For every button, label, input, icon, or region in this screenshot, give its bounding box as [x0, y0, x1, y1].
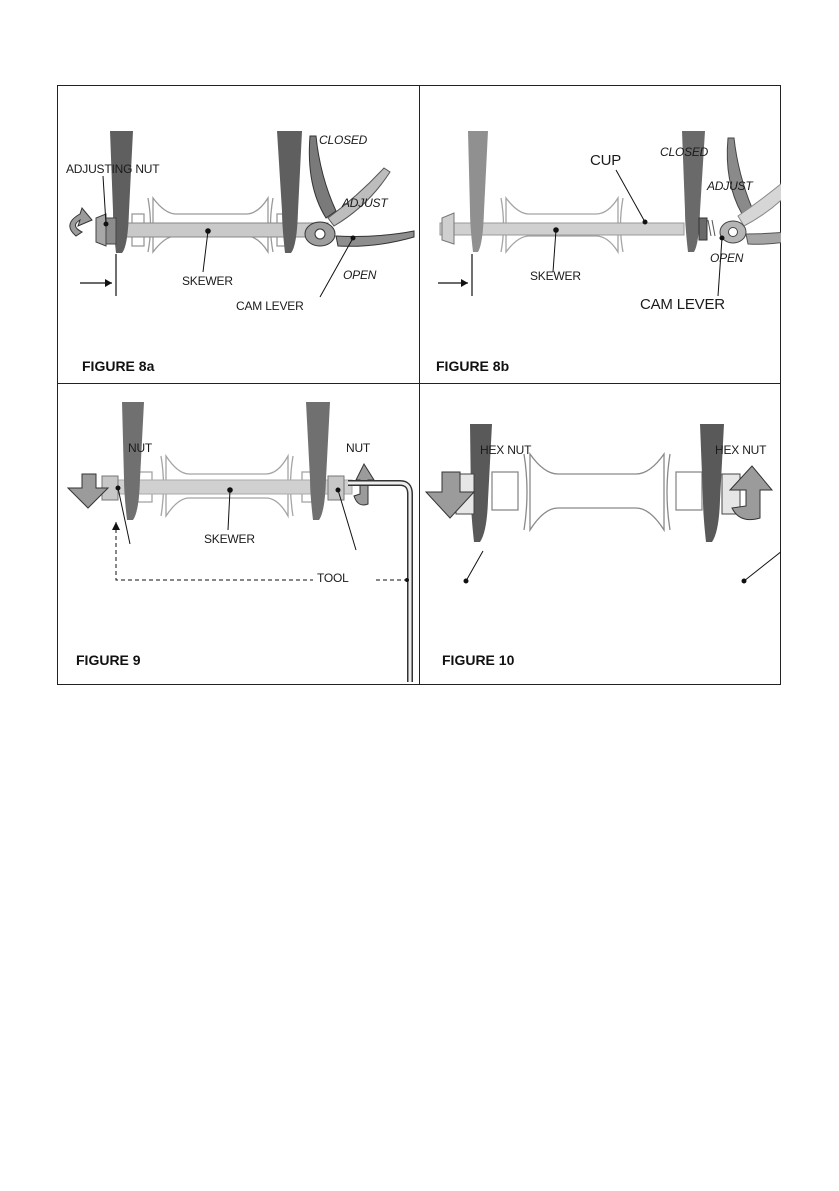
- figure-9-panel: [58, 384, 419, 682]
- label-adjusting-nut: ADJUSTING NUT: [66, 162, 160, 176]
- label-cam-lever: CAM LEVER: [640, 296, 725, 313]
- label-nut-right: NUT: [346, 441, 371, 455]
- figure-10-caption: FIGURE 10: [442, 652, 515, 668]
- hex-key-tool: [348, 483, 410, 682]
- label-adjust: ADJUST: [342, 196, 388, 210]
- label-skewer: SKEWER: [204, 532, 255, 546]
- cup: [699, 218, 707, 240]
- label-adjust: ADJUST: [707, 179, 753, 193]
- label-cam-lever: CAM LEVER: [236, 299, 304, 313]
- label-hex-nut-right: HEX NUT: [715, 443, 767, 457]
- right-fork-dropout: [700, 424, 724, 542]
- label-open: OPEN: [343, 268, 377, 282]
- label-skewer: SKEWER: [182, 274, 233, 288]
- label-hex-nut-left: HEX NUT: [480, 443, 532, 457]
- cam-lever-open: [336, 231, 414, 246]
- figure-8a-caption: FIGURE 8a: [82, 358, 155, 374]
- figure-8b-drawing: [420, 86, 781, 384]
- label-nut-left: NUT: [128, 441, 153, 455]
- label-cup: CUP: [590, 152, 622, 169]
- label-closed: CLOSED: [319, 133, 368, 147]
- label-tool: TOOL: [317, 571, 349, 585]
- figure-8b-caption: FIGURE 8b: [436, 358, 510, 374]
- figure-10-drawing: [420, 384, 781, 682]
- figure-8b-panel: [420, 86, 781, 384]
- cam-lever-closed: [309, 136, 336, 218]
- cam-lever-closed: [727, 138, 752, 214]
- figure-grid: [57, 85, 781, 685]
- label-closed: CLOSED: [660, 145, 709, 159]
- figure-10-panel: [420, 384, 781, 682]
- hub: [492, 454, 702, 530]
- adjusting-nut: [96, 214, 106, 246]
- adjusting-nut: [442, 213, 454, 244]
- label-skewer: SKEWER: [530, 269, 581, 283]
- rotation-arrow-icon: [70, 208, 92, 236]
- figure-8a-drawing: [58, 86, 419, 384]
- figure-9-caption: FIGURE 9: [76, 652, 141, 668]
- nut-right: [328, 476, 344, 500]
- cam-lever-open: [746, 228, 781, 244]
- figure-8a-panel: [58, 86, 419, 384]
- label-open: OPEN: [710, 251, 744, 265]
